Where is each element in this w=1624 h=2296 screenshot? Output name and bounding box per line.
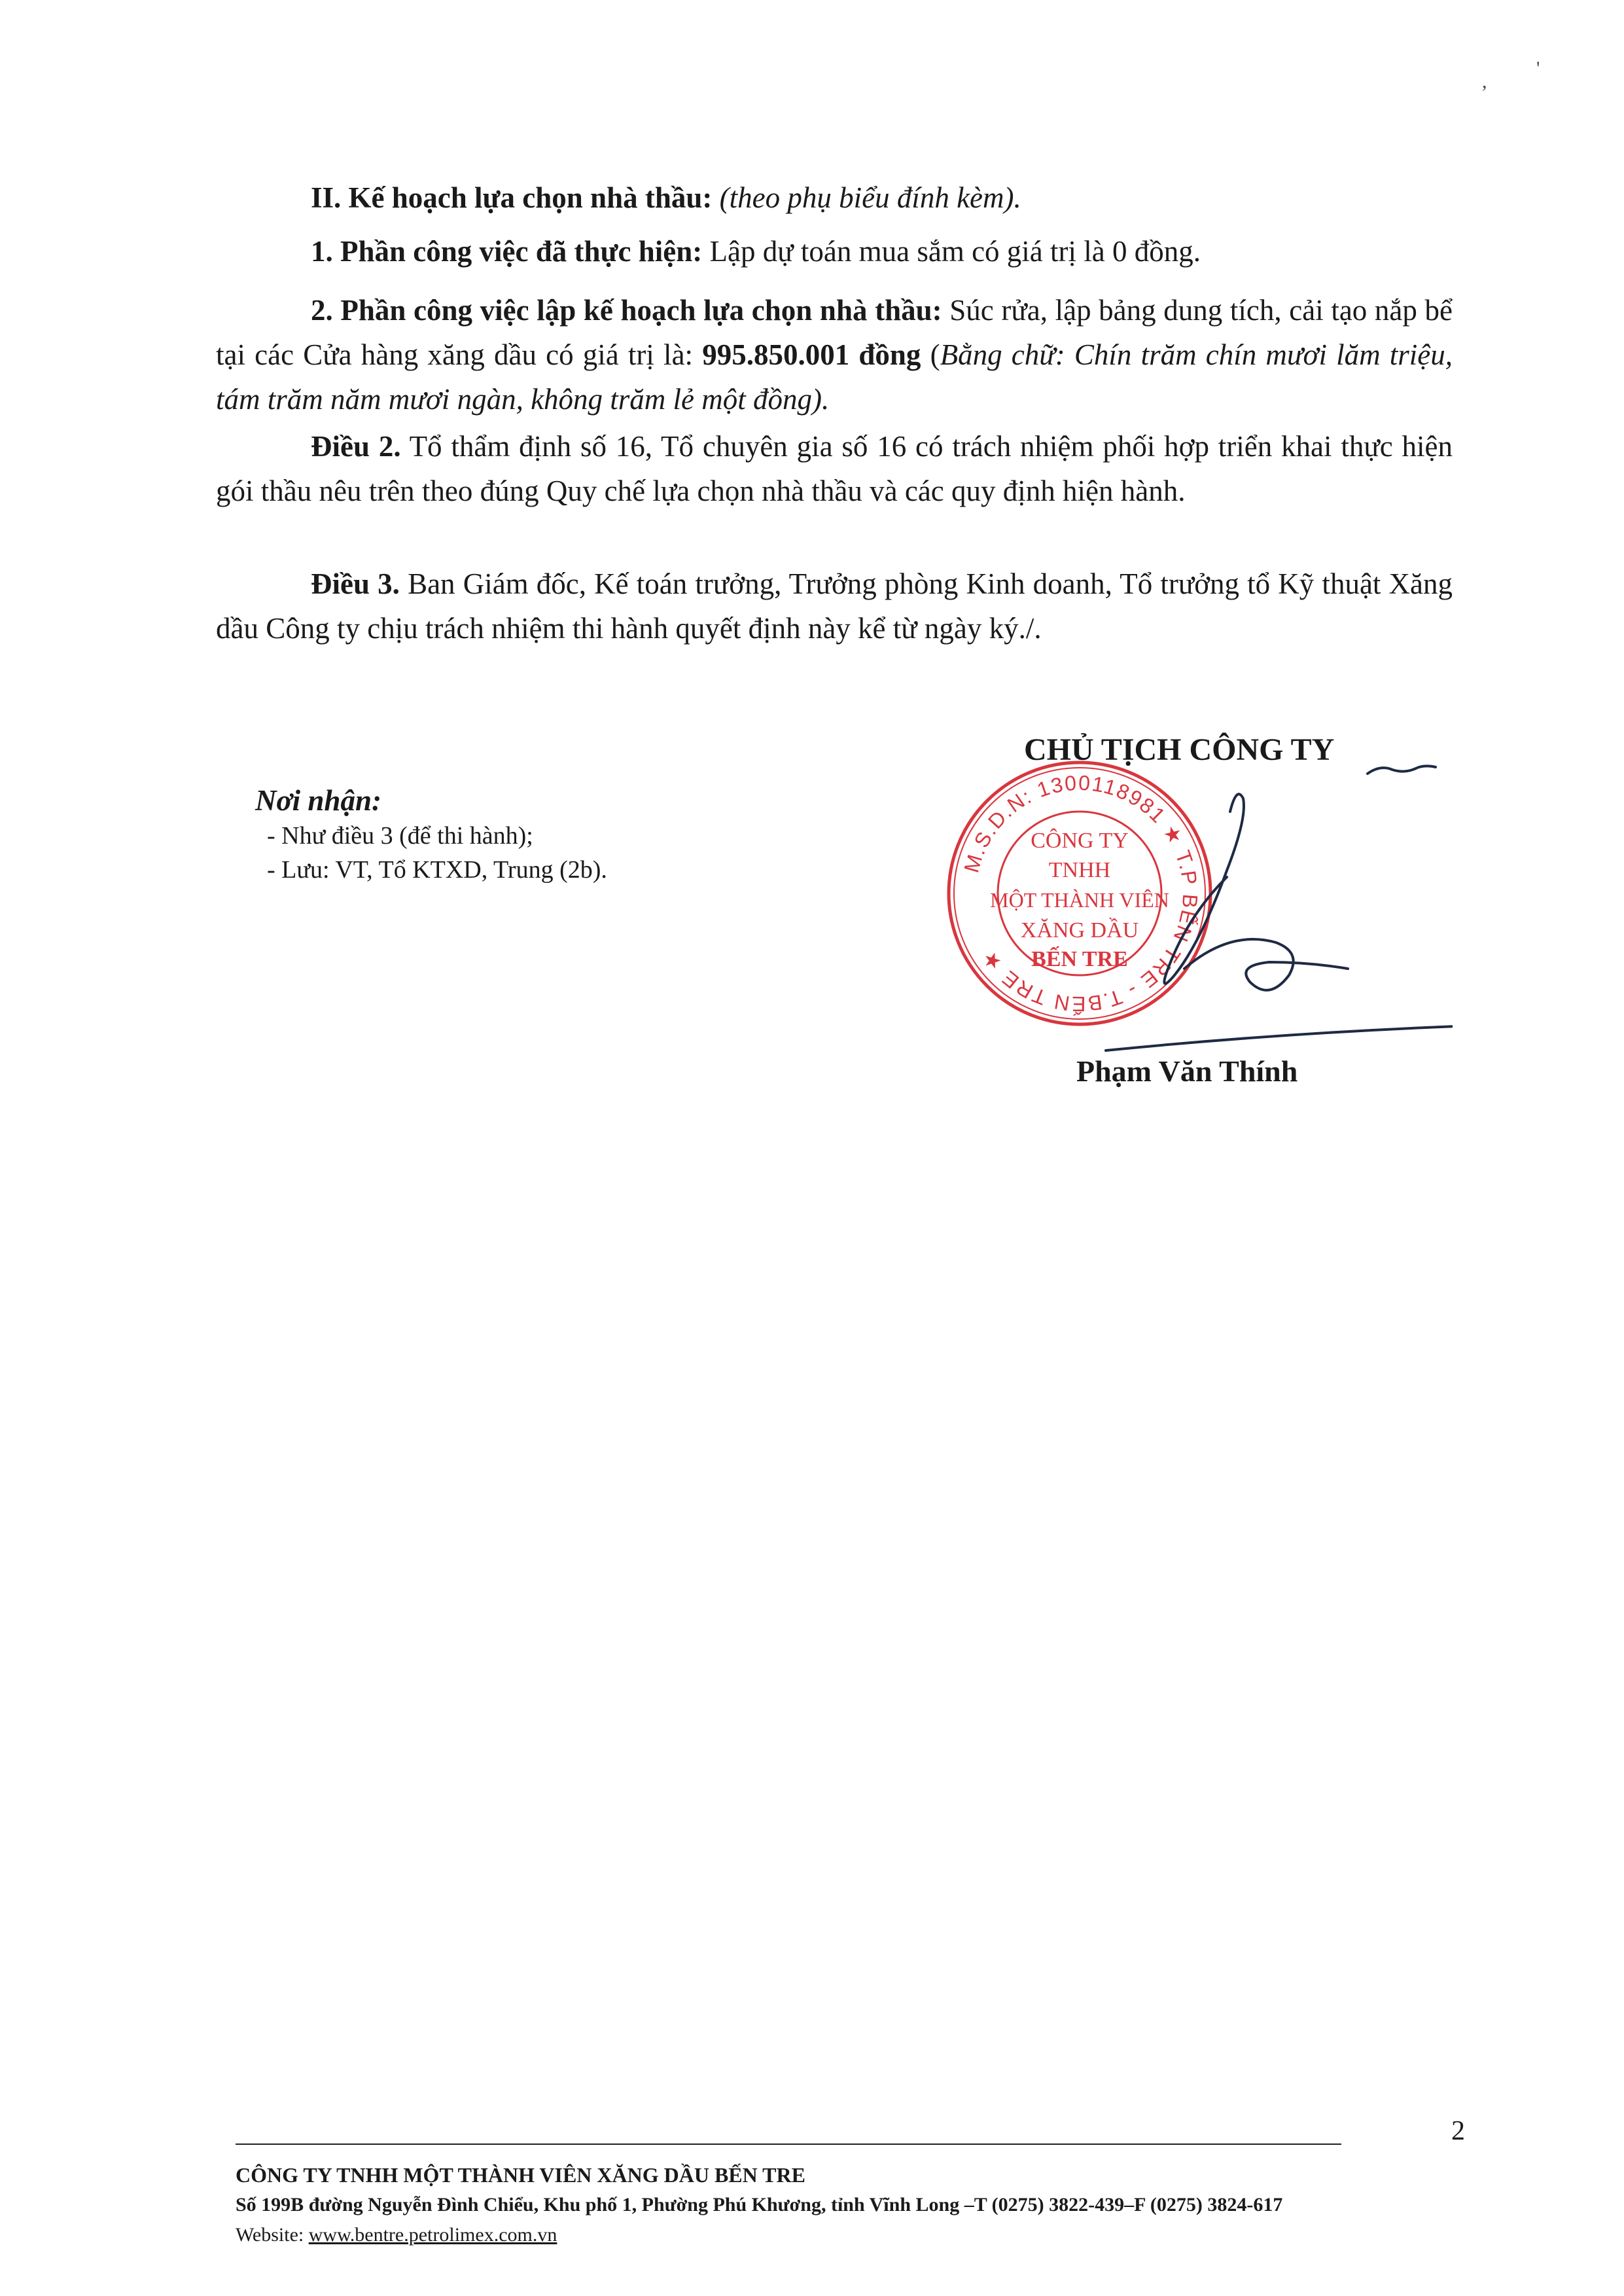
recipients-title: Nơi nhận: xyxy=(255,784,381,817)
seal-line: TNHH xyxy=(1048,858,1111,882)
section-note: (theo phụ biểu đính kèm). xyxy=(719,181,1021,214)
item-1-label: 1. Phần công việc đã thực hiện: xyxy=(311,235,703,268)
item-1 xyxy=(216,229,1453,274)
handwritten-signature xyxy=(995,720,1453,1060)
footer-website xyxy=(236,2220,1479,2250)
footer xyxy=(236,2160,1479,2250)
recipient-line: - Như điều 3 (để thi hành); xyxy=(267,822,533,850)
article-3-text: Ban Giám đốc, Kế toán trưởng, Trưởng phòng Kinh doanh, Tổ trưởng tổ Kỹ thuật Xăng dầu Công ty chịu trách nhiệm thi hành quyết định này kể từ ngày ký./. xyxy=(216,567,1453,645)
footer-website-label: Website: xyxy=(236,2224,304,2246)
footer-website-link[interactable]: www.bentre.petrolimex.com.vn xyxy=(308,2224,557,2246)
section-title: II. Kế hoạch lựa chọn nhà thầu: xyxy=(311,181,713,214)
footer-divider xyxy=(236,2144,1341,2145)
article-2-label: Điều 2. xyxy=(311,430,401,463)
article-3-label: Điều 3. xyxy=(311,567,400,600)
section-heading xyxy=(216,175,1453,220)
item-2-amount-words: Bằng chữ: Chín trăm chín mươi lăm triệu, tám trăm năm mươi ngàn, không trăm lẻ một đồng). xyxy=(216,338,1453,416)
item-2-paren: ( xyxy=(930,338,940,371)
signature-title: CHỦ TỊCH CÔNG TY xyxy=(1024,732,1335,767)
seal-line: MỘT THÀNH VIÊN xyxy=(990,888,1169,912)
footer-company: CÔNG TY TNHH MỘT THÀNH VIÊN XĂNG DẦU BẾN TRE xyxy=(236,2163,805,2187)
item-1-text: Lập dự toán mua sắm có giá trị là 0 đồng. xyxy=(709,235,1201,268)
article-2 xyxy=(216,424,1453,513)
recipients xyxy=(255,782,844,887)
scan-mark: ' xyxy=(1536,58,1540,79)
seal-line: BẾN TRE xyxy=(1031,947,1128,971)
recipient-line: - Lưu: VT, Tổ KTXD, Trung (2b). xyxy=(267,856,607,884)
seal-ring-text: M.S.D.N: 1300118981 ★ T.P BẾN TRE - T.BẾN TRE ★ xyxy=(959,770,1203,1016)
seal-line: XĂNG DẦU xyxy=(1020,918,1139,942)
article-2-text: Tổ thẩm định số 16, Tổ chuyên gia số 16 có trách nhiệm phối hợp triển khai thực hiện gói thầu nêu trên theo đúng Quy chế lựa chọn nhà thầu và các quy định hiện hành. xyxy=(216,430,1453,507)
scan-mark: , xyxy=(1482,71,1487,92)
footer-address: Số 199B đường Nguyễn Đình Chiểu, Khu phố 1, Phường Phú Khương, tỉnh Vĩnh Long –T (0275) 3822-439–F (0275) 3824-617 xyxy=(236,2194,1283,2215)
item-2 xyxy=(216,288,1453,422)
signer-name: Phạm Văn Thính xyxy=(1076,1054,1298,1088)
page-number: 2 xyxy=(1451,2116,1465,2146)
item-2-text: Súc rửa, lập bảng dung tích, cải tạo nắp bể tại các Cửa hàng xăng dầu có giá trị là: xyxy=(216,294,1453,371)
seal-line: CÔNG TY xyxy=(1031,829,1129,853)
item-2-amount: 995.850.001 đồng xyxy=(702,338,921,371)
article-3 xyxy=(216,562,1453,651)
item-2-label: 2. Phần công việc lập kế hoạch lựa chọn nhà thầu: xyxy=(311,294,942,327)
